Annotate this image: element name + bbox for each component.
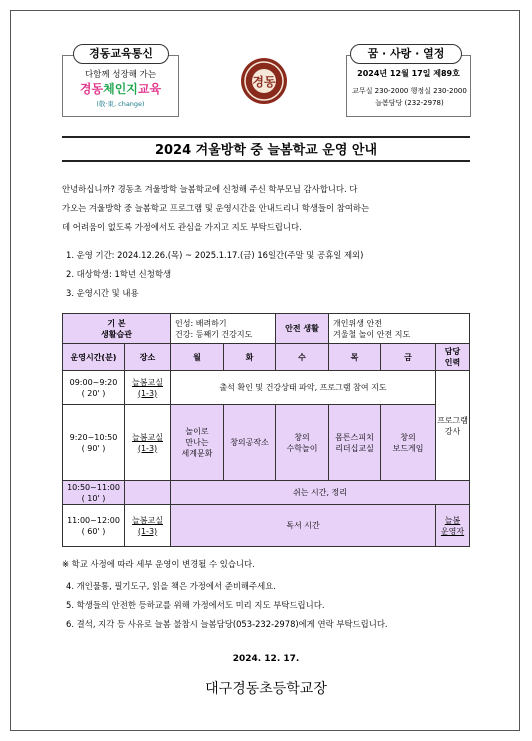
contact-line1: 교무실 230-2000 행정실 230-2000	[352, 87, 467, 95]
row3-content: 쉬는 시간, 정리	[171, 481, 470, 505]
item-safety: 5. 학생들의 안전한 등하교를 위해 가정에서도 미리 지도 부탁드립니다.	[66, 600, 325, 610]
item-period: 1. 운영 기간: 2024.12.26.(목) ~ 2025.1.17.(금) 16일간(주말 및 공휴일 제외)	[66, 250, 364, 260]
note: ※ 학교 사정에 따라 세부 운영이 변경될 수 있습니다.	[62, 559, 255, 569]
items	[66, 246, 476, 303]
place: 늘봄교실	[132, 515, 163, 525]
time: 11:00~12:00	[67, 515, 120, 525]
intro-line: 가오는 겨울방학 중 늘봄학교 프로그램 및 운영시간을 안내드리니 학생들이 참여하는	[62, 203, 370, 213]
header-tue: 화	[224, 344, 276, 371]
items2	[66, 577, 476, 634]
item-schedule: 3. 운영시간 및 내용	[66, 288, 139, 298]
header-mon: 월	[171, 344, 224, 371]
basic-content-1: 인성: 배려하기	[175, 318, 227, 328]
time: 10:50~11:00	[67, 482, 120, 492]
header-fri: 금	[381, 344, 436, 371]
time: 9:20~10:50	[69, 432, 118, 442]
row4-content: 독서 시간	[171, 505, 436, 547]
slogan: 다함께 성장해 가는	[84, 70, 157, 80]
header-time: 운영시간(분)	[63, 344, 125, 371]
right-tag: 꿈 · 사랑 · 열정	[350, 44, 462, 64]
brand-red: 경동	[79, 82, 104, 96]
staff-line: 운영자	[440, 526, 465, 536]
issue-date-footer: 2024. 12. 17.	[232, 654, 300, 664]
duration: ( 20' )	[81, 388, 106, 398]
program-line: 수학놀이	[286, 443, 318, 453]
basic-label-1: 기 본	[107, 318, 126, 328]
basic-label-2: 생활습관	[101, 329, 132, 339]
header-wed: 수	[276, 344, 329, 371]
safety-content	[329, 314, 470, 344]
room: (1-3)	[137, 388, 158, 398]
row4-place	[125, 505, 171, 547]
staff-line: 강사	[444, 426, 461, 436]
room: (1-3)	[137, 526, 158, 536]
school-brand	[63, 80, 178, 97]
program-line: 창의공작소	[230, 438, 269, 447]
program-line: 놀이로	[185, 427, 209, 436]
intro	[62, 180, 472, 237]
brand-sub: (敬·東, change)	[96, 100, 145, 108]
header-thu: 목	[329, 344, 381, 371]
program-line: 만나는	[185, 438, 209, 447]
item-target: 2. 대상학생: 1학년 신청학생	[66, 269, 172, 279]
intro-line: 안녕하십니까? 경동초 겨울방학 늘봄학교에 신청해 주신 학부모님 감사합니다. 다	[62, 184, 358, 194]
header-left-box	[62, 55, 179, 117]
header-staff: 담당 인력	[436, 344, 470, 371]
program-wed	[276, 405, 329, 481]
program-line: 몸튼스피치	[335, 432, 374, 442]
program-line: 보드게임	[392, 443, 424, 453]
item-absence: 6. 결석, 지각 등 사유로 늘봄 불참시 늘봄담당(053-232-2978)에게 연락 부탁드립니다.	[66, 619, 388, 629]
program-tue	[224, 405, 276, 481]
basic-content-2: 건강: 등째기 건강지도	[175, 329, 253, 339]
brand-green: 체인지	[103, 82, 138, 96]
header-place: 장소	[125, 344, 171, 371]
page-title: 2024 겨울방학 중 늘봄학교 운영 안내	[62, 136, 470, 162]
intro-line: 데 어려움이 없도록 가정에서도 관심을 가지고 지도 부탁드립니다.	[62, 222, 302, 232]
row2-place	[125, 405, 171, 481]
place: 늘봄교실	[132, 377, 163, 387]
staff-line: 프로그램	[437, 415, 468, 425]
schedule-table	[62, 313, 470, 547]
row1-content: 출석 확인 및 건강상태 파악, 프로그램 참여 지도	[171, 371, 436, 405]
program-thu	[329, 405, 381, 481]
logo-icon	[240, 57, 288, 105]
school-logo	[240, 57, 288, 105]
row3-place	[125, 481, 171, 505]
left-tag: 경동교육통신	[73, 44, 169, 64]
program-fri	[381, 405, 436, 481]
row4-staff	[436, 505, 470, 547]
room: (1-3)	[137, 443, 158, 453]
time: 09:00~9:20	[69, 377, 118, 387]
brand-end: 교육	[137, 82, 162, 96]
row1-staff	[436, 371, 470, 481]
contact-line2: 늘봄담당 (232-2978)	[375, 99, 444, 107]
duration: ( 60' )	[81, 526, 106, 536]
place: 늘봄교실	[132, 432, 163, 442]
program-mon	[171, 405, 224, 481]
signature: 대구경동초등학교장	[205, 681, 327, 697]
staff-line: 늘봄	[444, 515, 461, 525]
basic-label	[63, 314, 171, 344]
row3-time	[63, 481, 125, 505]
program-line: 리더십교실	[335, 443, 374, 453]
logo-text: 경동	[252, 75, 276, 89]
safety-content-1: 개인위생 안전	[333, 318, 382, 328]
row1-place	[125, 371, 171, 405]
duration: ( 90' )	[81, 443, 106, 453]
safety-content-2: 겨울철 놀이 안전 지도	[333, 329, 411, 339]
row4-time	[63, 505, 125, 547]
header-right-box	[346, 55, 471, 117]
issue-date: 2024년 12월 17일 제89호	[357, 69, 460, 78]
safety-label: 안전 생활	[276, 314, 329, 344]
basic-content	[171, 314, 276, 344]
item-prepare: 4. 개인물통, 필기도구, 읽을 책은 가정에서 준비해주세요.	[66, 581, 276, 591]
program-line: 세계문화	[181, 449, 213, 458]
row1-time	[63, 371, 125, 405]
row2-time	[63, 405, 125, 481]
program-line: 창의	[400, 432, 416, 442]
duration: ( 10' )	[81, 493, 106, 503]
program-line: 창의	[294, 432, 310, 442]
